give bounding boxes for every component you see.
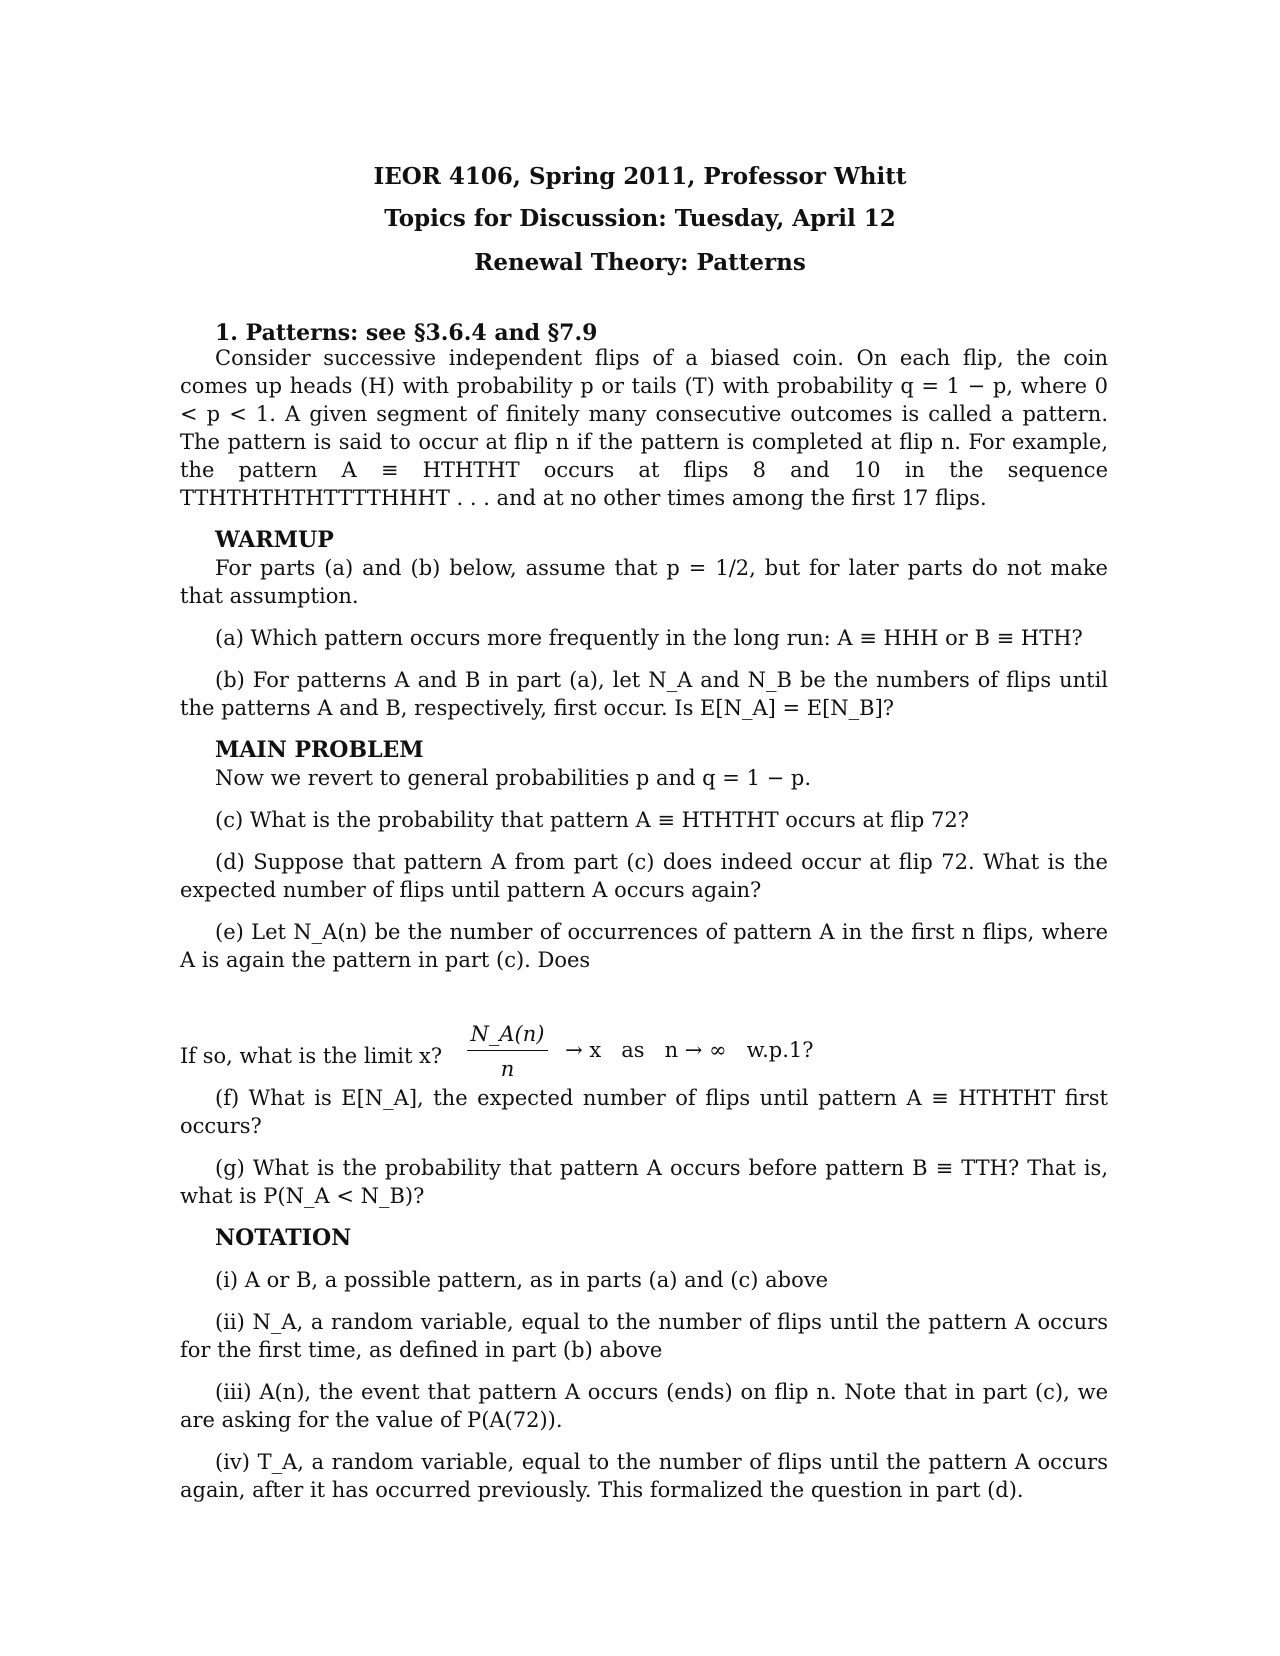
course-title: IEOR 4106, Spring 2011, Professor Whitt [373,163,907,190]
later-block [180,1042,1108,1504]
intro-block [180,344,1108,974]
question-a: (a) Which pattern occurs more frequently in the long run: A ≡ HHH or B ≡ HTH? [215,626,1083,650]
question-g: (g) What is the probability that pattern A occurs before pattern B ≡ TTH? That is, what is P(N_A < N_B)? [180,1156,1108,1208]
warmup-heading: WARMUP [215,527,334,553]
equation-numerator: N_A(n) [467,1022,549,1051]
section-heading: 1. Patterns: see §3.6.4 and §7.9 [215,320,598,346]
question-b: (b) For patterns A and B in part (a), let N_A and N_B be the numbers of flips until the patterns A and B, respectively, first occur. Is E[N_A] = E[N_B]? [180,668,1108,720]
notation-ii: (ii) N_A, a random variable, equal to the number of flips until the pattern A occurs for the first time, as defined in part (b) above [180,1310,1108,1362]
notation-iv: (iv) T_A, a random variable, equal to the number of flips until the pattern A occurs again, after it has occurred previously. This formalized the question in part (d). [180,1450,1108,1502]
question-f: (f) What is E[N_A], the expected number of flips until pattern A ≡ HTHTHT first occurs? [180,1086,1108,1138]
subject-title: Renewal Theory: Patterns [474,249,806,276]
topic-title: Topics for Discussion: Tuesday, April 12 [384,205,896,232]
warmup-intro: For parts (a) and (b) below, assume that p = 1/2, but for later parts do not make that assumption. [180,556,1108,608]
question-e-after: If so, what is the limit x? [180,1044,443,1068]
main-intro: Now we revert to general probabilities p and q = 1 − p. [215,766,811,790]
main-heading: MAIN PROBLEM [215,737,424,763]
question-c: (c) What is the probability that pattern A ≡ HTHTHT occurs at flip 72? [215,808,969,832]
question-d: (d) Suppose that pattern A from part (c) does indeed occur at flip 72. What is the expected number of flips until pattern A occurs again? [180,850,1108,902]
question-e: (e) Let N_A(n) be the number of occurrences of pattern A in the first n flips, where A is again the pattern in part (c). Does [180,920,1108,972]
notation-i: (i) A or B, a possible pattern, as in parts (a) and (c) above [215,1268,828,1292]
notation-heading: NOTATION [215,1225,352,1251]
equation-denominator: n [500,1057,515,1081]
notation-iii: (iii) A(n), the event that pattern A occurs (ends) on flip n. Note that in part (c), we are asking for the value of P(A(72)). [180,1380,1108,1432]
intro-paragraph: Consider successive independent flips of a biased coin. On each flip, the coin comes up heads (H) with probability p or tails (T) with probability q = 1 − p, where 0 < p < 1. A given segment of finitely many consecutive outcomes is called a pattern. The pattern is said to occur at flip n if the pattern is completed at flip n. For example, the pattern A ≡ HTHTHT occurs at flips 8 and 10 in the sequence TTHTHTHTHTTTTHHHT . . . and at no other times among the first 17 flips. [180,346,1108,510]
equation-rest: → x as n → ∞ w.p.1? [565,1038,814,1062]
